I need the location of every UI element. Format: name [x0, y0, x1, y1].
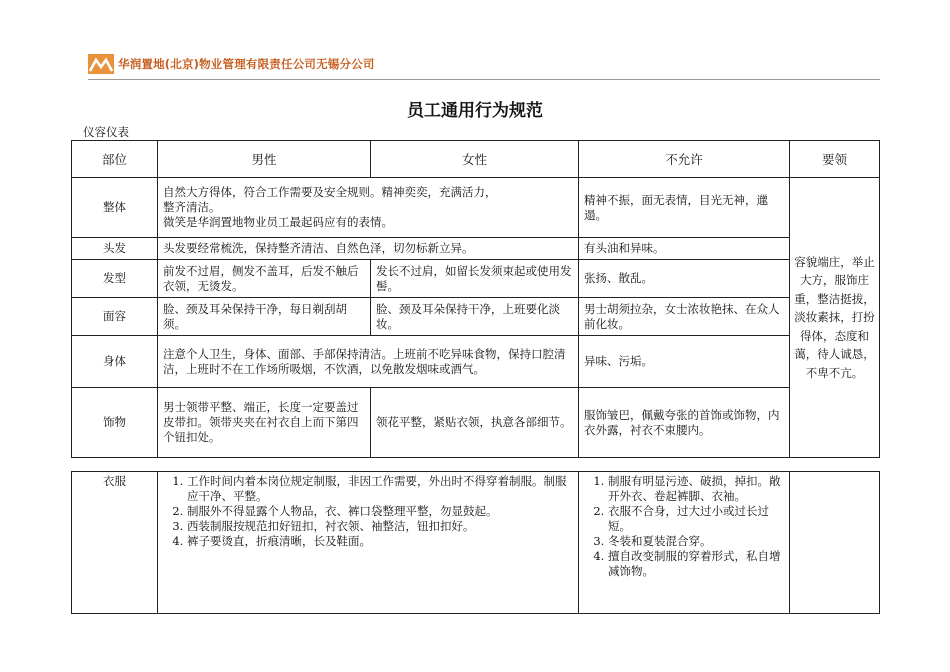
part-cell: 整体: [72, 178, 158, 238]
male-cell: 前发不过眉，侧发不盖耳，后发不触后衣领，无烫发。: [158, 260, 371, 298]
list-item: 3. 冬装和夏装混合穿。: [608, 534, 784, 549]
common-cell: 自然大方得体，符合工作需要及安全规则。精神奕奕，充满活力， 整齐清洁。 微笑是华润置地物业员工最起码应有的表情。: [158, 178, 579, 238]
not-allowed-cell: [579, 472, 790, 614]
page-title: 员工通用行为规范: [407, 101, 543, 121]
table-row: [72, 336, 880, 388]
table-header-row: [72, 141, 880, 178]
male-cell: 男士领带平整、端正，长度一定要盖过皮带扣。领带夹夹在衬衣自上而下第四个钮扣处。: [158, 388, 371, 458]
requirements-list: [163, 474, 573, 549]
table-row: [72, 298, 880, 336]
not-allowed-cell: 精神不振，面无表情，目光无神，邋遢。: [579, 178, 790, 238]
list-item: 3. 西装制服按规范扣好钮扣，衬衣领、袖整洁，钮扣扣好。: [187, 519, 573, 534]
table-row: [72, 472, 880, 614]
appearance-table: [71, 140, 880, 458]
part-cell: 身体: [72, 336, 158, 388]
list-item: 2. 衣服不合身，过大过小或过长过短。: [608, 504, 784, 534]
empty-essentials-cell: [790, 472, 880, 614]
list-item: 4. 擅自改变制服的穿着形式，私自增减饰物。: [608, 549, 784, 579]
list-item: 4. 裤子要烫直，折痕清晰，长及鞋面。: [187, 534, 573, 549]
male-cell: 脸、颈及耳朵保持干净，每日剃刮胡须。: [158, 298, 371, 336]
not-allowed-cell: 有头油和异味。: [579, 238, 790, 260]
part-cell: 面容: [72, 298, 158, 336]
table-row: [72, 178, 880, 238]
common-cell: 注意个人卫生，身体、面部、手部保持清洁。上班前不吃异味食物，保持口腔清洁，上班时不在工作场所吸烟，不饮酒，以免散发烟味或酒气。: [158, 336, 579, 388]
requirements-cell: [158, 472, 579, 614]
female-cell: 领花平整，紧贴衣领，执意各部细节。: [371, 388, 579, 458]
header-not-allowed: 不允许: [579, 141, 790, 178]
female-cell: 发长不过肩，如留长发须束起或使用发髻。: [371, 260, 579, 298]
list-item: 2. 制服外不得显露个人物品，衣、裤口袋整理平整，勿显鼓起。: [187, 504, 573, 519]
company-logo-icon: [88, 52, 114, 76]
not-allowed-cell: 男士胡须拉杂，女士浓妆艳抹、在众人前化妆。: [579, 298, 790, 336]
header-rule: [88, 79, 880, 80]
table-row: [72, 388, 880, 458]
part-cell: 头发: [72, 238, 158, 260]
common-cell: 头发要经常梳洗，保持整齐清洁、自然色泽，切勿标新立异。: [158, 238, 579, 260]
female-cell: 脸、颈及耳朵保持干净，上班要化淡妆。: [371, 298, 579, 336]
not-allowed-cell: 服饰皱巴，佩戴夸张的首饰或饰物，内衣外露，衬衣不束腰内。: [579, 388, 790, 458]
company-name: 华润置地(北京)物业管理有限责任公司无锡分公司: [118, 57, 375, 71]
not-allowed-cell: 异味、污垢。: [579, 336, 790, 388]
list-item: 1. 工作时间内着本岗位规定制服，非因工作需要，外出时不得穿着制服。制服应干净、平整。: [187, 474, 573, 504]
table-row: [72, 238, 880, 260]
section-label: 仪容仪表: [83, 125, 129, 139]
letterhead: [88, 50, 375, 78]
not-allowed-cell: 张扬、散乱。: [579, 260, 790, 298]
uniform-table: [71, 471, 880, 614]
table-row: [72, 260, 880, 298]
not-allowed-list: [584, 474, 784, 579]
header-part: 部位: [72, 141, 158, 178]
header-essentials: 要领: [790, 141, 880, 178]
header-female: 女性: [371, 141, 579, 178]
header-male: 男性: [158, 141, 371, 178]
part-cell: 发型: [72, 260, 158, 298]
part-cell: 饰物: [72, 388, 158, 458]
list-item: 1. 制服有明显污迹、破损，掉扣。敞开外衣、卷起裤脚、衣袖。: [608, 474, 784, 504]
essentials-cell: 容貌端庄，举止大方，服饰庄重，整洁挺拔，淡妆素抹，打扮得体，态度和蔼，待人诚恳，不卑不亢。: [790, 178, 880, 458]
part-cell: 衣服: [72, 472, 158, 614]
